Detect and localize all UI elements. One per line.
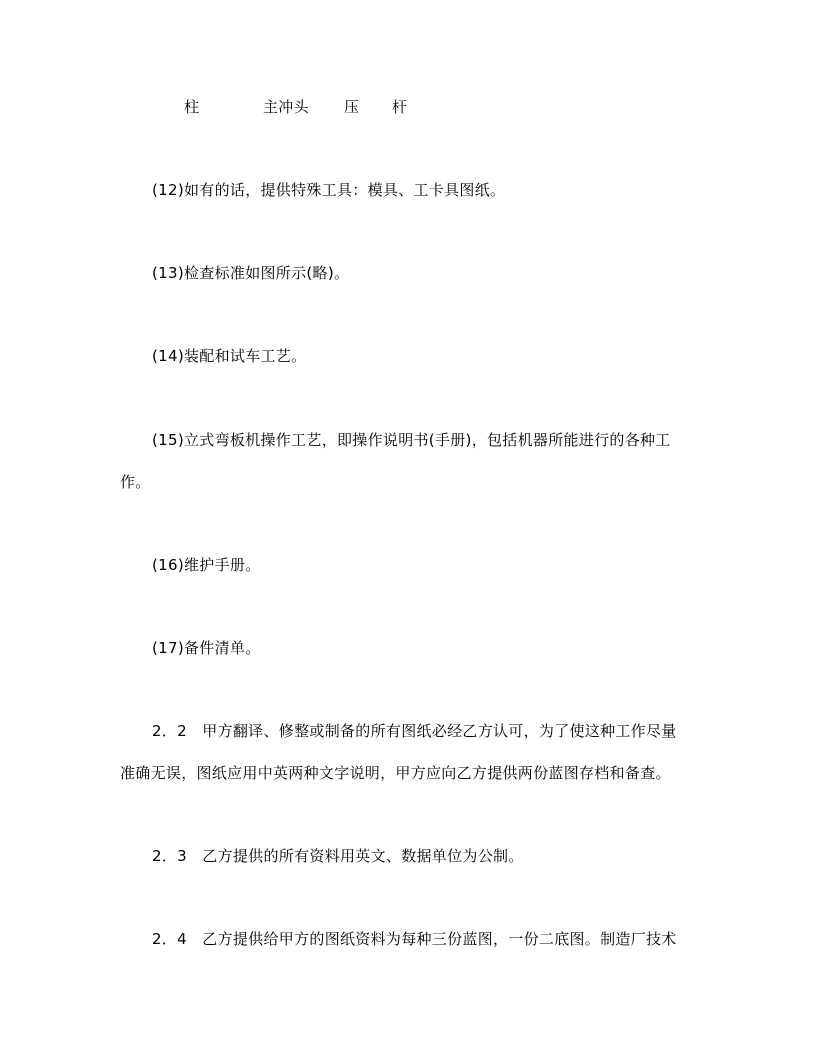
paragraph-16: (16)维护手册。 — [152, 556, 261, 574]
section-2-4-line-1: 2．4 乙方提供给甲方的图纸资料为每种三份蓝图，一份二底图。制造厂技术 — [152, 930, 677, 948]
paragraph-15-line-1: (15)立式弯板机操作工艺，即操作说明书(手册)，包括机器所能进行的各种工 — [152, 431, 671, 449]
table-cell-main-punch: 主冲头 — [263, 98, 309, 116]
section-2-2-line-1: 2．2 甲方翻译、修整或制备的所有图纸必经乙方认可，为了使这种工作尽量 — [152, 722, 677, 740]
table-cell-column: 柱 — [184, 98, 200, 116]
section-2-2-line-2: 准确无误，图纸应用中英两种文字说明，甲方应向乙方提供两份蓝图存档和备查。 — [120, 764, 671, 782]
table-cell-press: 压 — [344, 98, 360, 116]
paragraph-13: (13)检查标准如图所示(略)。 — [152, 264, 350, 282]
table-row-parts — [0, 97, 816, 117]
paragraph-14: (14)装配和试车工艺。 — [152, 347, 307, 365]
table-cell-rod: 杆 — [392, 98, 408, 116]
paragraph-15-line-2: 作。 — [120, 473, 151, 491]
paragraph-17: (17)备件清单。 — [152, 639, 261, 657]
section-2-3: 2．3 乙方提供的所有资料用英文、数据单位为公制。 — [152, 847, 524, 865]
paragraph-12: (12)如有的话，提供特殊工具：模具、工卡具图纸。 — [152, 181, 506, 199]
